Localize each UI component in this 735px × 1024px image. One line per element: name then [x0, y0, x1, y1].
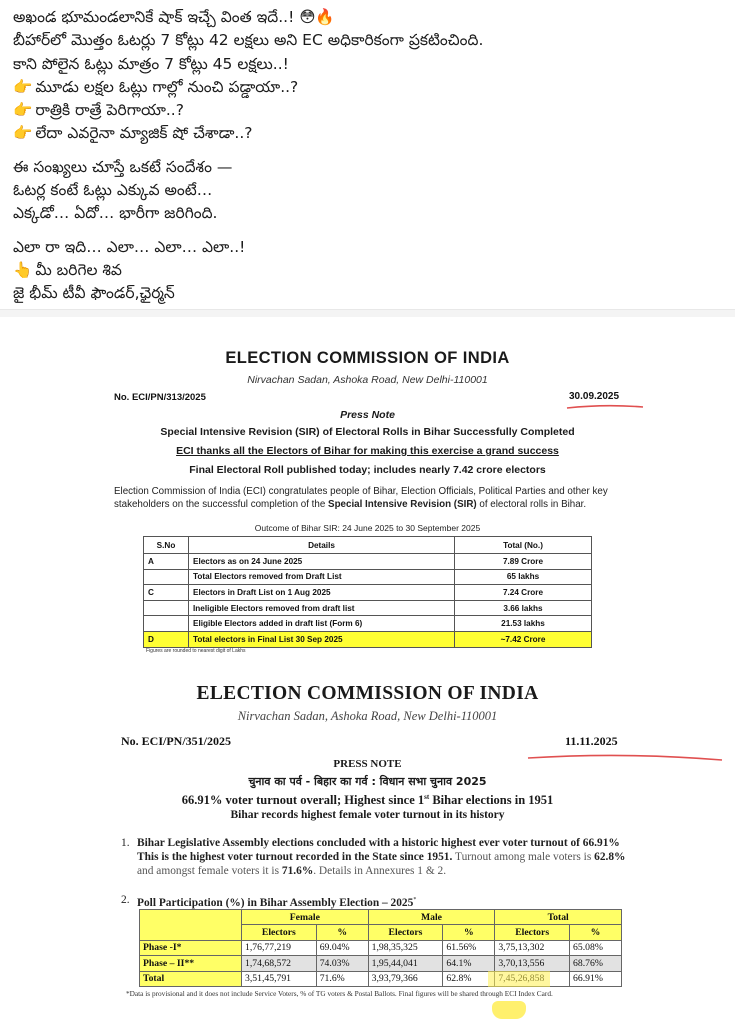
cell: 7.89 Crore: [455, 554, 592, 570]
cell: 3,51,45,791: [242, 971, 317, 986]
caption-line: ఎలా రా ఇది… ఎలా… ఎలా… ఎలా..!: [13, 237, 246, 256]
list-text: . Details in Annexures 1 & 2.: [313, 865, 447, 877]
row-label: Phase – II**: [140, 956, 242, 971]
body-text-bold: Special Intensive Revision (SIR): [328, 499, 477, 510]
cell: 3,70,13,556: [495, 956, 570, 971]
column-header: Electors: [368, 925, 443, 940]
column-header: S.No: [144, 537, 189, 554]
column-header: %: [443, 925, 495, 940]
cell: D: [144, 631, 189, 647]
female-turnout: 71.6%: [281, 865, 314, 877]
cell: A: [144, 554, 189, 570]
group-header: Male: [368, 910, 495, 925]
row-label: Total: [140, 971, 242, 986]
cell: 3,75,13,302: [495, 940, 570, 955]
list-sup: *: [413, 897, 417, 903]
caption-line: బీహార్‌లో మొత్తం ఓటర్లు 7 కోట్లు 42 లక్షలు అని EC అధికారికంగా ప్రకటించింది.: [13, 31, 484, 50]
caption-point-text: రాత్రికి రాత్రే పెరిగాయా..?: [35, 101, 184, 120]
cell: 1,98,35,325: [368, 940, 443, 955]
caption-point: [13, 99, 725, 122]
cell: Ineligible Electors removed from draft list: [189, 600, 455, 616]
body-text: Election Commission of India (ECI) congratulates people of Bihar, Election Officials, Political Parties and other key stakeholders on the successful completion of the: [114, 486, 608, 510]
yellow-highlight-mark: [488, 971, 550, 987]
cell: 1,74,68,572: [242, 956, 317, 971]
column-header: %: [570, 925, 622, 940]
table-row-highlighted: [144, 631, 592, 647]
doc-address: Nirvachan Sadan, Ashoka Road, New Delhi-110001: [247, 374, 488, 386]
doc-date: 11.11.2025: [565, 734, 618, 748]
column-header: Electors: [242, 925, 317, 940]
cell: 68.76%: [570, 956, 622, 971]
doc-heading: [0, 793, 735, 808]
press-note-image-2[interactable]: [0, 663, 735, 1024]
pointing-up-icon: 👆: [13, 260, 33, 279]
corner-cell: [140, 910, 242, 941]
press-note-image-1[interactable]: [0, 318, 735, 663]
cell: 3,93,79,366: [368, 971, 443, 986]
list-text: Turnout among male voters is: [455, 851, 595, 863]
doc-heading: Final Electoral Roll published today; includes nearly 7.42 crore electors: [189, 464, 546, 476]
pointing-hand-icon: 👉: [13, 101, 33, 120]
male-turnout: 62.8%: [594, 851, 626, 863]
caption-signature: [13, 259, 725, 282]
doc-number: No. ECI/PN/351/2025: [121, 734, 232, 748]
doc-number: No. ECI/PN/313/2025: [114, 392, 206, 403]
caption-line: అఖండ భూమండలానికే షాక్ ఇచ్చే వింత ఇదే..! 😳🔥: [13, 8, 335, 26]
list-title: Poll Participation (%) in Bihar Assembly Election – 2025: [137, 896, 414, 909]
caption-line: ఎక్కడో… ఏదో… భారీగా జరిగింది.: [13, 204, 218, 223]
doc-address: Nirvachan Sadan, Ashoka Road, New Delhi-110001: [237, 709, 498, 723]
cell: 62.8%: [443, 971, 495, 986]
cell: [144, 616, 189, 632]
cell: 65.08%: [570, 940, 622, 955]
caption-point-text: మూడు లక్షల ఓట్లు గాల్లో నుంచి పడ్డాయా..?: [35, 77, 299, 96]
table-caption: Outcome of Bihar SIR: 24 June 2025 to 30 September 2025: [254, 523, 481, 533]
caption-line: ఈ సంఖ్యలు చూస్తే ఒకటే సందేశం —: [13, 157, 233, 176]
yellow-highlight-mark: [492, 1001, 526, 1019]
cell: 74.03%: [316, 956, 368, 971]
table-row: [144, 585, 592, 601]
cell: ~7.42 Crore: [455, 631, 592, 647]
author-title: జై భీమ్ టీవీ ఫౌండర్,ఛైర్మన్: [13, 284, 175, 303]
hindi-tagline: चुनाव का पर्व - बिहार का गर्व : विधान सभा चुनाव 2025: [248, 775, 487, 788]
cell: 64.1%: [443, 956, 495, 971]
cell: 69.04%: [316, 940, 368, 955]
column-header: Total (No.): [455, 537, 592, 554]
cell: 3.66 lakhs: [455, 600, 592, 616]
author-name: మీ బరిగెల శివ: [35, 260, 122, 279]
cell: Electors as on 24 June 2025: [189, 554, 455, 570]
list-bold-text: Bihar Legislative Assembly elections concluded with a historic highest ever voter turnout of 66.91% This is the highest voter turnout recorded in the State since 1951.: [137, 837, 620, 863]
cell: [144, 600, 189, 616]
cell: Total electors in Final List 30 Sep 2025: [189, 631, 455, 647]
caption-line: ఓటర్ల కంటే ఓట్లు ఎక్కువ అంటే…: [13, 181, 213, 200]
table-row: [144, 616, 592, 632]
table-footnote: Figures are rounded to nearest digit of Lakhs: [146, 648, 246, 654]
press-note-label: PRESS NOTE: [333, 758, 402, 770]
column-header: Electors: [495, 925, 570, 940]
doc-heading: Special Intensive Revision (SIR) of Electoral Rolls in Bihar Successfully Completed: [160, 426, 575, 438]
table-row: [140, 940, 622, 955]
cell: 71.6%: [316, 971, 368, 986]
list-number: 2.: [121, 894, 130, 906]
doc-date: 30.09.2025: [569, 391, 620, 402]
table-footnote: *Data is provisional and it does not include Service Voters, % of TG voters & Postal Ballots. Final figures will be shared through ECI Index Card.: [126, 989, 553, 998]
table-row: [144, 600, 592, 616]
doc-title: ELECTION COMMISSION OF INDIA: [225, 349, 510, 367]
press-note-label: Press Note: [340, 409, 395, 421]
doc-heading: ECI thanks all the Electors of Bihar for making this exercise a grand success: [176, 445, 559, 457]
sir-outcome-table: [143, 536, 592, 648]
pointing-hand-icon: 👉: [13, 124, 33, 143]
post-caption: [13, 6, 725, 306]
doc-heading: Bihar records highest female voter turnout in its history: [230, 809, 505, 821]
table-row: [144, 569, 592, 585]
list-item: [121, 836, 626, 878]
cell: Total Electors removed from Draft List: [189, 569, 455, 585]
cell: 21.53 lakhs: [455, 616, 592, 632]
group-header: Total: [495, 910, 622, 925]
doc-title: ELECTION COMMISSION OF INDIA: [196, 683, 539, 704]
heading-sup: st: [424, 793, 430, 801]
list-item: [121, 893, 626, 910]
section-divider: [0, 309, 735, 317]
cell: Electors in Draft List on 1 Aug 2025: [189, 585, 455, 601]
caption-line: కాని పోలైన ఓట్లు మాత్రం 7 కోట్లు 45 లక్షలు..!: [13, 54, 289, 73]
body-text: of electoral rolls in Bihar.: [476, 499, 587, 510]
cell: 61.56%: [443, 940, 495, 955]
caption-point-text: లేదా ఎవరైనా మ్యాజిక్ షో చేశాడా..?: [35, 124, 253, 143]
column-header: Details: [189, 537, 455, 554]
cell: Eligible Electors added in draft list (Form 6): [189, 616, 455, 632]
cell: C: [144, 585, 189, 601]
row-label: Phase -I*: [140, 940, 242, 955]
cell: 66.91%: [570, 971, 622, 986]
cell: 1,95,44,041: [368, 956, 443, 971]
list-text: and amongst female voters it is: [137, 865, 282, 877]
heading-text: 66.91% voter turnout overall; Highest since 1: [181, 793, 425, 808]
cell: 1,76,77,219: [242, 940, 317, 955]
cell: 65 lakhs: [455, 569, 592, 585]
list-number: 1.: [121, 837, 130, 849]
doc-body: [114, 485, 624, 511]
cell: 7.24 Crore: [455, 585, 592, 601]
heading-text: Bihar elections in 1951: [429, 793, 554, 808]
column-header: %: [316, 925, 368, 940]
group-header: Female: [242, 910, 369, 925]
table-row: [144, 554, 592, 570]
caption-point: [13, 122, 725, 145]
table-row: [140, 956, 622, 971]
cell: [144, 569, 189, 585]
caption-point: [13, 76, 725, 99]
pointing-hand-icon: 👉: [13, 77, 33, 96]
